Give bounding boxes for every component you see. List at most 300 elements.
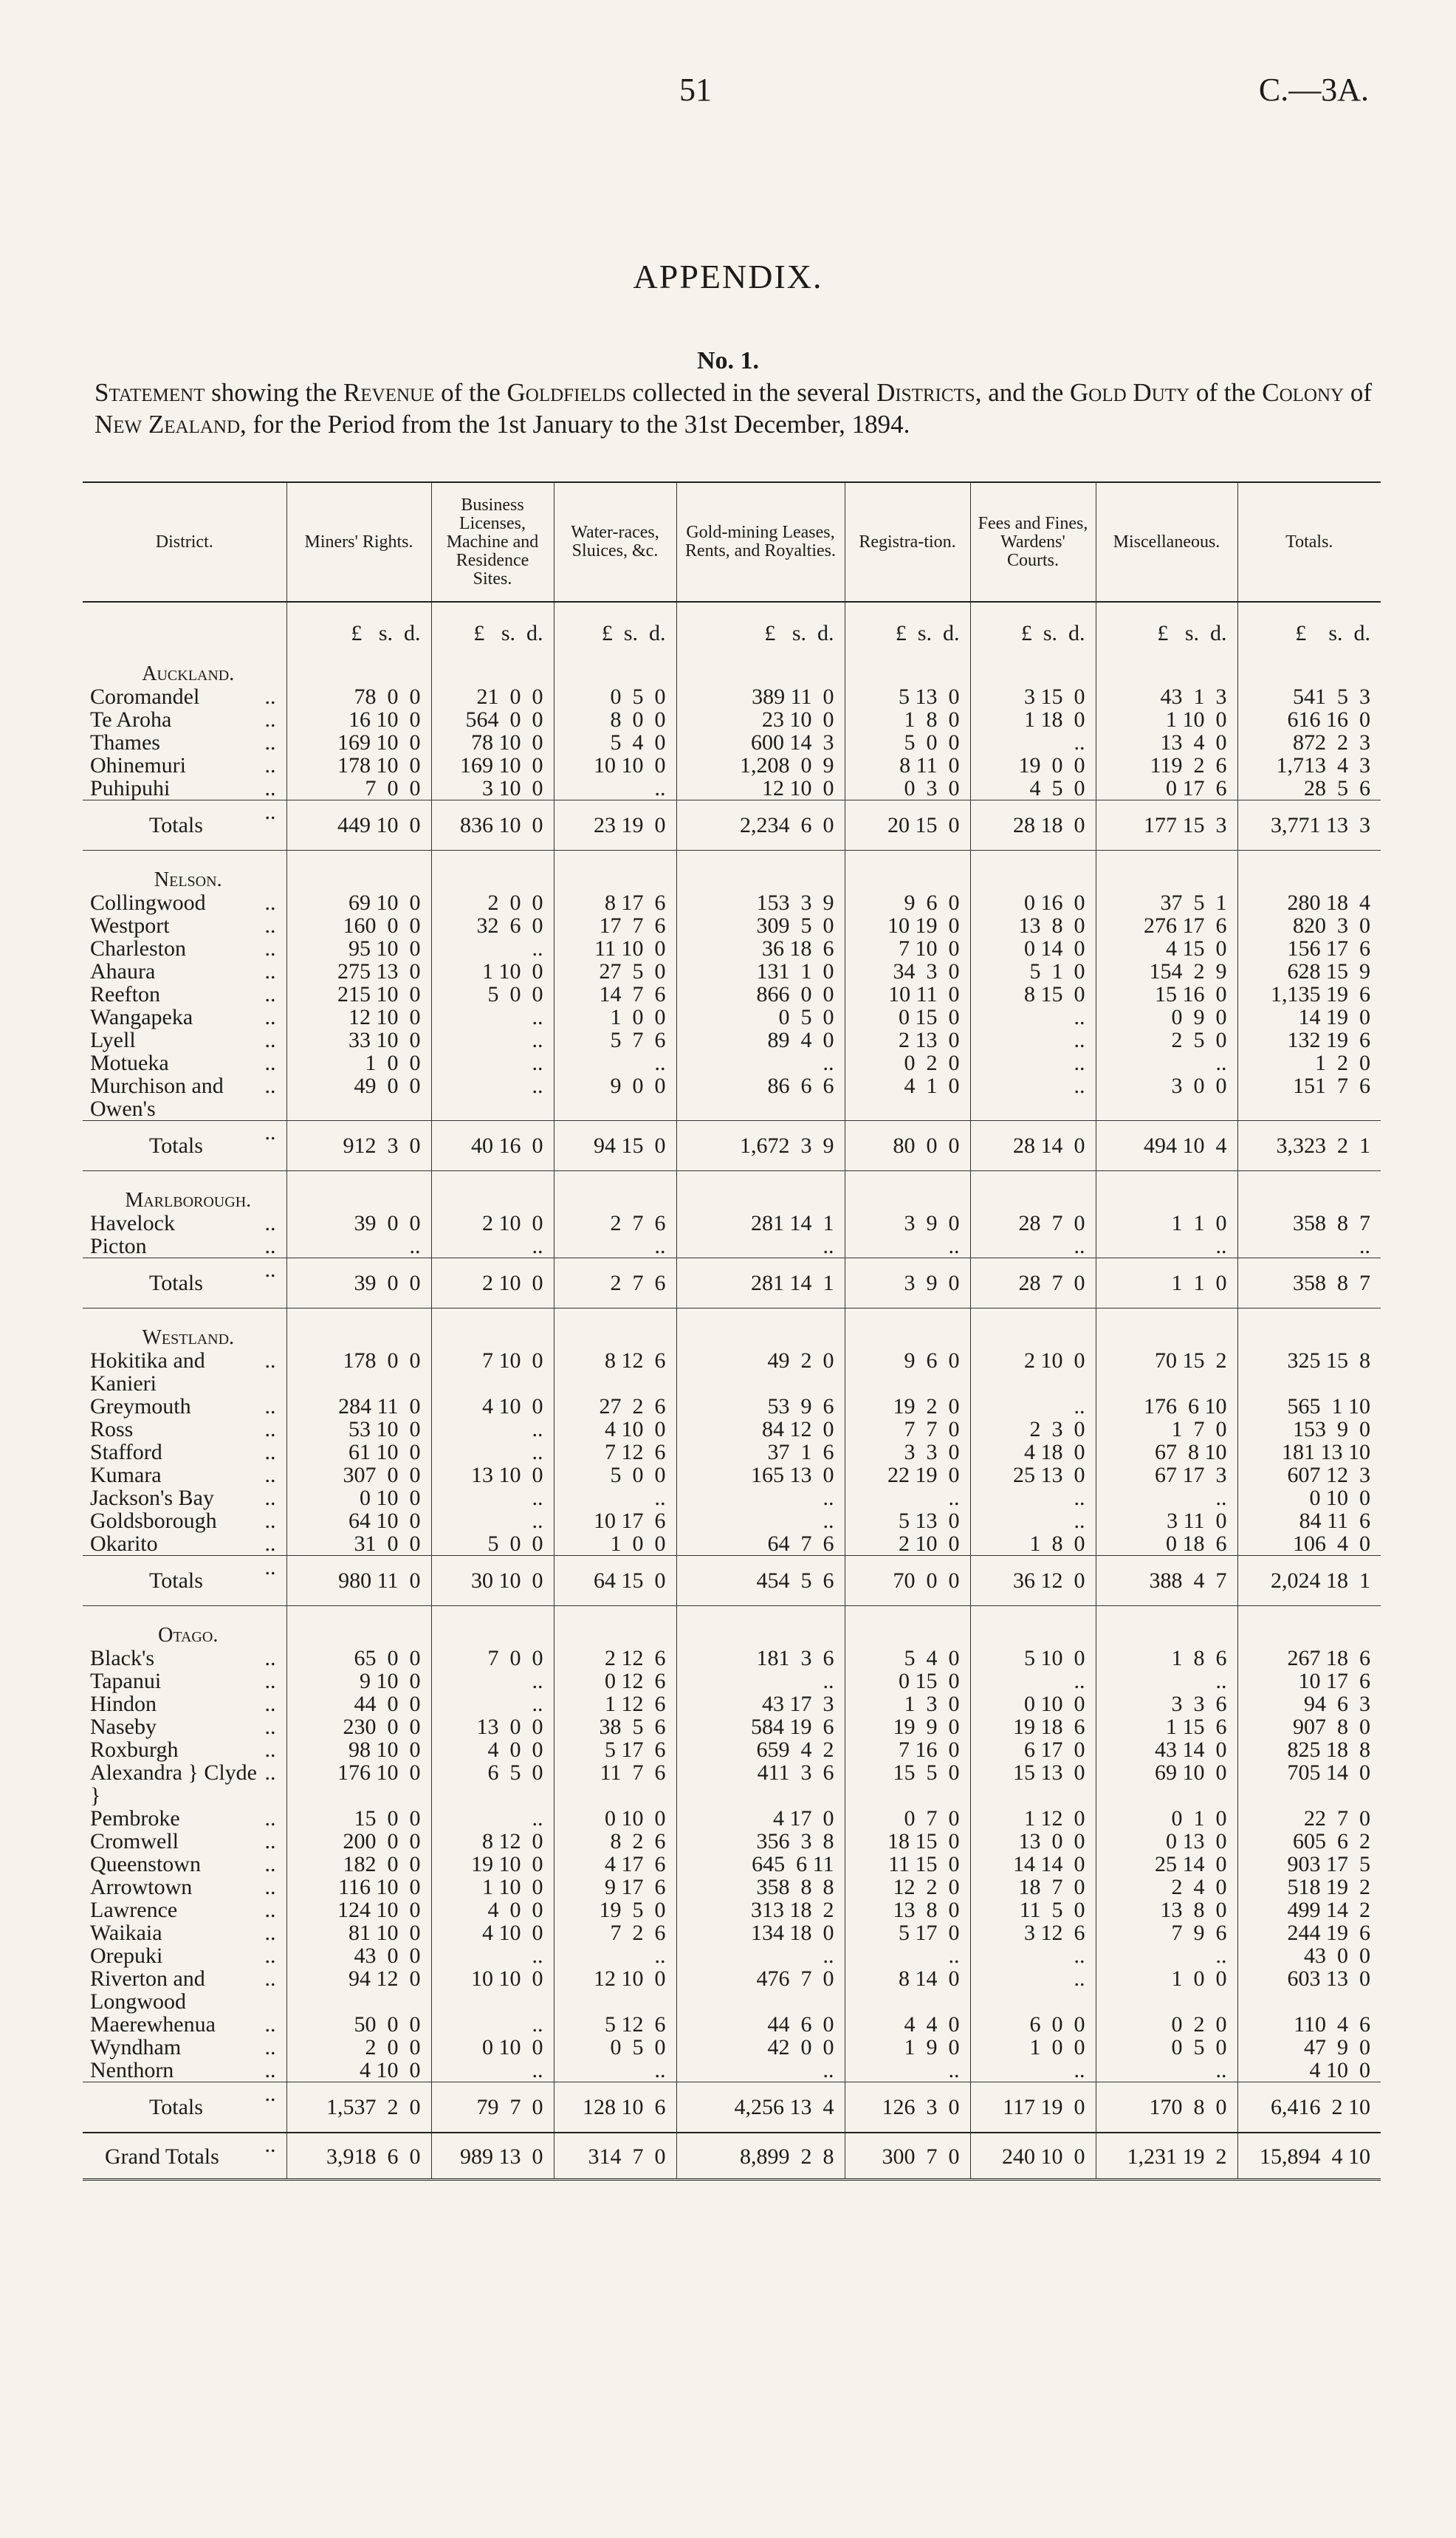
value-cell: .. <box>554 2059 676 2082</box>
empty-cell <box>286 1606 431 1647</box>
leader-dots: .. <box>264 2082 276 2106</box>
value-cell: 705 14 0 <box>1237 1761 1381 1807</box>
value-cell: 84 12 0 <box>676 1418 845 1441</box>
value-cell: 4 1 0 <box>845 1074 970 1121</box>
table-row <box>83 1670 1381 1692</box>
value-cell: 3 15 0 <box>970 685 1096 708</box>
value-cell: 1 3 0 <box>845 1692 970 1715</box>
value-cell: 5 0 0 <box>431 1532 554 1556</box>
empty-cell <box>676 1309 845 1350</box>
total-cell: 494 10 4 <box>1096 1121 1237 1171</box>
value-cell: 565 1 10 <box>1237 1395 1381 1418</box>
table-row <box>83 1853 1381 1876</box>
value-cell: 9 6 0 <box>845 891 970 914</box>
empty-cell <box>1096 1171 1237 1213</box>
value-cell: .. <box>970 731 1096 754</box>
value-cell: 116 10 0 <box>286 1876 431 1899</box>
value-cell: 200 0 0 <box>286 1830 431 1853</box>
district-name <box>83 2013 286 2036</box>
value-cell: 176 6 10 <box>1096 1395 1237 1418</box>
section-heading-row <box>83 1171 1381 1213</box>
value-cell: 53 9 6 <box>676 1395 845 1418</box>
table-row <box>83 1006 1381 1029</box>
unit-cell: £ s. d. <box>431 602 554 645</box>
leader-dots: .. <box>264 891 276 915</box>
value-cell: 110 4 6 <box>1237 2013 1381 2036</box>
district-label: Cromwell <box>90 1829 179 1853</box>
value-cell: 49 2 0 <box>676 1349 845 1395</box>
value-cell: 1 18 0 <box>970 708 1096 731</box>
value-cell: 12 10 0 <box>554 1967 676 2013</box>
value-cell: 67 8 10 <box>1096 1441 1237 1464</box>
district-name <box>83 960 286 983</box>
value-cell: 358 8 8 <box>676 1876 845 1899</box>
leader-dots: .. <box>264 1555 276 1580</box>
district-name <box>83 777 286 800</box>
district-label: Picton <box>90 1234 147 1258</box>
value-cell: 106 4 0 <box>1237 1532 1381 1556</box>
district-label: Wyndham <box>90 2035 182 2059</box>
value-cell: 11 10 0 <box>554 937 676 960</box>
district-label: Ahaura <box>90 959 156 984</box>
value-cell: 6 17 0 <box>970 1738 1096 1761</box>
value-cell: 2 10 0 <box>845 1532 970 1556</box>
table-row <box>83 1395 1381 1418</box>
value-cell: 8 12 0 <box>431 1830 554 1853</box>
value-cell: 14 7 6 <box>554 983 676 1006</box>
total-cell: 454 5 6 <box>676 1556 845 1606</box>
grand-total-cell: 989 13 0 <box>431 2133 554 2180</box>
leader-dots: .. <box>264 1852 276 1876</box>
grand-total-cell: 15,894 4 10 <box>1237 2133 1381 2180</box>
district-label: Lawrence <box>90 1898 178 1922</box>
empty-cell <box>676 851 845 892</box>
value-cell: .. <box>431 1486 554 1509</box>
value-cell: .. <box>970 1395 1096 1418</box>
table-row <box>83 1235 1381 1258</box>
value-cell: 903 17 5 <box>1237 1853 1381 1876</box>
empty-cell <box>286 645 431 685</box>
value-cell: 4 10 0 <box>554 1418 676 1441</box>
value-cell: 1 10 0 <box>1096 708 1237 731</box>
value-cell: .. <box>676 1670 845 1692</box>
value-cell: 22 19 0 <box>845 1464 970 1486</box>
units-label <box>83 602 286 645</box>
grand-total-cell: 8,899 2 8 <box>676 2133 845 2180</box>
leader-dots: .. <box>264 1806 276 1831</box>
value-cell: 19 18 6 <box>970 1715 1096 1738</box>
district-name <box>83 1738 286 1761</box>
value-cell: 2 0 0 <box>286 2036 431 2059</box>
total-cell: 79 7 0 <box>431 2082 554 2133</box>
value-cell: .. <box>676 1052 845 1074</box>
district-name <box>83 2036 286 2059</box>
empty-cell <box>676 1606 845 1647</box>
value-cell: 11 15 0 <box>845 1853 970 1876</box>
grand-total-cell: 1,231 19 2 <box>1096 2133 1237 2180</box>
value-cell: 78 0 0 <box>286 685 431 708</box>
value-cell: .. <box>845 2059 970 2082</box>
district-name <box>83 754 286 777</box>
district-label: Te Aroha <box>90 707 172 732</box>
value-cell: 275 13 0 <box>286 960 431 983</box>
value-cell: 43 14 0 <box>1096 1738 1237 1761</box>
totals-label <box>83 1258 286 1309</box>
table-row <box>83 1441 1381 1464</box>
district-label: Ross <box>90 1417 134 1441</box>
empty-cell <box>1237 1309 1381 1350</box>
value-cell: 5 13 0 <box>845 685 970 708</box>
value-cell: 2 4 0 <box>1096 1876 1237 1899</box>
value-cell: 0 10 0 <box>431 2036 554 2059</box>
total-cell: 40 16 0 <box>431 1121 554 1171</box>
value-cell: 0 15 0 <box>845 1670 970 1692</box>
value-cell: 0 10 0 <box>1237 1486 1381 1509</box>
value-cell: 10 17 6 <box>1237 1670 1381 1692</box>
value-cell: 0 9 0 <box>1096 1006 1237 1029</box>
value-cell: 165 13 0 <box>676 1464 845 1486</box>
district-name <box>83 1532 286 1556</box>
value-cell: .. <box>845 1235 970 1258</box>
district-label: Okarito <box>90 1532 158 1556</box>
district-name <box>83 983 286 1006</box>
value-cell: 7 16 0 <box>845 1738 970 1761</box>
district-name <box>83 1899 286 1921</box>
empty-cell <box>970 851 1096 892</box>
total-cell: 70 0 0 <box>845 1556 970 1606</box>
total-cell: 28 18 0 <box>970 800 1096 851</box>
total-cell: 23 19 0 <box>554 800 676 851</box>
table-row <box>83 1899 1381 1921</box>
value-cell: 49 0 0 <box>286 1074 431 1121</box>
value-cell: 1,135 19 6 <box>1237 983 1381 1006</box>
section-heading-row <box>83 1309 1381 1350</box>
table-row <box>83 777 1381 800</box>
value-cell: 584 19 6 <box>676 1715 845 1738</box>
leader-dots: .. <box>264 1234 276 1258</box>
table-row <box>83 983 1381 1006</box>
value-cell: 15 16 0 <box>1096 983 1237 1006</box>
value-cell: 2 3 0 <box>970 1418 1096 1441</box>
value-cell: 1 12 6 <box>554 1692 676 1715</box>
value-cell: 15 13 0 <box>970 1761 1096 1807</box>
value-cell: 628 15 9 <box>1237 960 1381 983</box>
value-cell: .. <box>676 1486 845 1509</box>
leader-dots: .. <box>264 1120 276 1145</box>
district-label: Stafford <box>90 1440 162 1464</box>
district-label: Collingwood <box>90 891 206 915</box>
value-cell: .. <box>286 1235 431 1258</box>
value-cell: .. <box>431 1006 554 1029</box>
total-cell: 2 10 0 <box>431 1258 554 1309</box>
value-cell: 411 3 6 <box>676 1761 845 1807</box>
total-cell: 4,256 13 4 <box>676 2082 845 2133</box>
value-cell: 12 2 0 <box>845 1876 970 1899</box>
value-cell: .. <box>431 1029 554 1052</box>
value-cell: 13 4 0 <box>1096 731 1237 754</box>
total-cell: 128 10 6 <box>554 2082 676 2133</box>
value-cell: 18 15 0 <box>845 1830 970 1853</box>
value-cell: 230 0 0 <box>286 1715 431 1738</box>
value-cell: 156 17 6 <box>1237 937 1381 960</box>
value-cell: .. <box>970 1486 1096 1509</box>
grand-total-cell: 240 10 0 <box>970 2133 1096 2180</box>
value-cell: 0 13 0 <box>1096 1830 1237 1853</box>
value-cell: .. <box>676 1235 845 1258</box>
totals-label <box>83 1556 286 1606</box>
value-cell: 645 6 11 <box>676 1853 845 1876</box>
empty-cell <box>1237 645 1381 685</box>
district-label: Motueka <box>90 1051 169 1075</box>
table-row <box>83 937 1381 960</box>
value-cell: .. <box>676 1509 845 1532</box>
district-name <box>83 937 286 960</box>
table-row <box>83 1486 1381 1509</box>
district-name <box>83 1212 286 1235</box>
unit-cell: £ s. d. <box>1237 602 1381 645</box>
district-name <box>83 1052 286 1074</box>
leader-dots: .. <box>264 2058 276 2082</box>
column-header-registration: Registra-tion. <box>845 482 970 602</box>
grand-total-cell: 314 7 0 <box>554 2133 676 2180</box>
value-cell: 1 0 0 <box>554 1532 676 1556</box>
value-cell: 18 7 0 <box>970 1876 1096 1899</box>
value-cell: 4 5 0 <box>970 777 1096 800</box>
district-label: Ohinemuri <box>90 753 186 778</box>
column-header-totals: Totals. <box>1237 482 1381 602</box>
value-cell: 89 4 0 <box>676 1029 845 1052</box>
value-cell: 0 5 0 <box>676 1006 845 1029</box>
value-cell: 43 0 0 <box>1237 1944 1381 1967</box>
value-cell: 19 9 0 <box>845 1715 970 1738</box>
value-cell: 2 7 6 <box>554 1212 676 1235</box>
value-cell: 1 8 0 <box>845 708 970 731</box>
district-name <box>83 1418 286 1441</box>
value-cell: 7 0 0 <box>431 1647 554 1670</box>
value-cell: .. <box>970 1944 1096 1967</box>
value-cell: 151 7 6 <box>1237 1074 1381 1121</box>
value-cell: 160 0 0 <box>286 914 431 937</box>
value-cell: 1 15 6 <box>1096 1715 1237 1738</box>
value-cell: 267 18 6 <box>1237 1647 1381 1670</box>
leader-dots: .. <box>264 1211 276 1235</box>
value-cell: 0 12 6 <box>554 1670 676 1692</box>
section-heading: Westland. <box>142 1326 235 1349</box>
value-cell: 53 10 0 <box>286 1418 431 1441</box>
value-cell: 5 17 0 <box>845 1921 970 1944</box>
empty-cell <box>554 1309 676 1350</box>
value-cell: 16 10 0 <box>286 708 431 731</box>
value-cell: 607 12 3 <box>1237 1464 1381 1486</box>
value-cell: .. <box>970 1670 1096 1692</box>
district-label: Alexandra } Clyde } <box>90 1760 257 1808</box>
value-cell: 7 7 0 <box>845 1418 970 1441</box>
district-name <box>83 708 286 731</box>
leader-dots: .. <box>264 707 276 732</box>
value-cell: 7 12 6 <box>554 1441 676 1464</box>
empty-cell <box>970 645 1096 685</box>
value-cell: 0 3 0 <box>845 777 970 800</box>
table-row <box>83 754 1381 777</box>
value-cell: 5 12 6 <box>554 2013 676 2036</box>
value-cell: .. <box>845 1486 970 1509</box>
value-cell: 98 10 0 <box>286 1738 431 1761</box>
column-header-district: District. <box>155 532 213 552</box>
total-cell: 30 10 0 <box>431 1556 554 1606</box>
table-row <box>83 1029 1381 1052</box>
value-cell: .. <box>970 1509 1096 1532</box>
value-cell: 3 3 0 <box>845 1441 970 1464</box>
value-cell: 4 10 0 <box>431 1395 554 1418</box>
empty-cell <box>286 851 431 892</box>
empty-cell <box>554 645 676 685</box>
value-cell: 178 0 0 <box>286 1349 431 1395</box>
district-label: Orepuki <box>90 1944 163 1968</box>
value-cell: 61 10 0 <box>286 1441 431 1464</box>
total-cell: 836 10 0 <box>431 800 554 851</box>
caption-word: Revenue <box>343 378 435 407</box>
district-name <box>83 1074 286 1121</box>
value-cell: 132 19 6 <box>1237 1029 1381 1052</box>
value-cell: 358 8 7 <box>1237 1212 1381 1235</box>
value-cell: 603 13 0 <box>1237 1967 1381 2013</box>
value-cell: 13 8 0 <box>1096 1899 1237 1921</box>
caption-word: Districts <box>876 378 975 407</box>
table-row <box>83 1692 1381 1715</box>
totals-label <box>83 2082 286 2133</box>
value-cell: 276 17 6 <box>1096 914 1237 937</box>
unit-cell: £ s. d. <box>554 602 676 645</box>
district-label: Reefton <box>90 982 160 1006</box>
value-cell: 7 9 6 <box>1096 1921 1237 1944</box>
value-cell: 70 15 2 <box>1096 1349 1237 1395</box>
table-row <box>83 1738 1381 1761</box>
empty-cell <box>1237 851 1381 892</box>
value-cell: 7 10 0 <box>431 1349 554 1395</box>
value-cell: 10 17 6 <box>554 1509 676 1532</box>
district-label: Maerewhenua <box>90 2012 216 2037</box>
empty-cell <box>845 851 970 892</box>
grand-total-cell: 300 7 0 <box>845 2133 970 2180</box>
value-cell: 8 14 0 <box>845 1967 970 2013</box>
total-cell: 170 8 0 <box>1096 2082 1237 2133</box>
revenue-table <box>83 481 1381 2181</box>
value-cell: 39 0 0 <box>286 1212 431 1235</box>
empty-cell <box>970 1606 1096 1647</box>
total-cell: 980 11 0 <box>286 1556 431 1606</box>
table-row <box>83 891 1381 914</box>
value-cell: .. <box>431 2013 554 2036</box>
value-cell: 1 10 0 <box>431 1876 554 1899</box>
value-cell: 215 10 0 <box>286 983 431 1006</box>
totals-text: Totals <box>149 2095 203 2119</box>
value-cell: 50 0 0 <box>286 2013 431 2036</box>
value-cell: 169 10 0 <box>286 731 431 754</box>
value-cell: 5 13 0 <box>845 1509 970 1532</box>
value-cell: 0 1 0 <box>1096 1807 1237 1830</box>
value-cell: 8 11 0 <box>845 754 970 777</box>
leader-dots: .. <box>264 685 276 709</box>
district-name <box>83 731 286 754</box>
district-label: Havelock <box>90 1211 175 1235</box>
district-label: Goldsborough <box>90 1509 217 1533</box>
value-cell: 2 13 0 <box>845 1029 970 1052</box>
empty-cell <box>554 851 676 892</box>
value-cell: 6 0 0 <box>970 2013 1096 2036</box>
totals-label <box>83 800 286 851</box>
value-cell: .. <box>554 1052 676 1074</box>
table-row <box>83 708 1381 731</box>
leader-dots: .. <box>264 1921 276 1945</box>
totals-text: Totals <box>149 1568 203 1593</box>
empty-cell <box>1096 1309 1237 1350</box>
value-cell: .. <box>970 1967 1096 2013</box>
value-cell: 9 17 6 <box>554 1876 676 1899</box>
value-cell: .. <box>431 1235 554 1258</box>
leader-dots: .. <box>264 1875 276 1899</box>
district-label: Riverton and Longwood <box>90 1966 205 2014</box>
table-row <box>83 1921 1381 1944</box>
value-cell: 280 18 4 <box>1237 891 1381 914</box>
value-cell: 0 16 0 <box>970 891 1096 914</box>
value-cell: 22 7 0 <box>1237 1807 1381 1830</box>
value-cell: 1 0 0 <box>286 1052 431 1074</box>
value-cell: 134 18 0 <box>676 1921 845 1944</box>
empty-cell <box>286 1309 431 1350</box>
value-cell: 10 10 0 <box>554 754 676 777</box>
caption-text: , and the <box>975 378 1071 407</box>
leader-dots: .. <box>264 1738 276 1762</box>
table-header-row <box>83 482 1381 602</box>
value-cell: 4 0 0 <box>431 1738 554 1761</box>
value-cell: 659 4 2 <box>676 1738 845 1761</box>
value-cell: .. <box>431 1807 554 1830</box>
value-cell: 69 10 0 <box>1096 1761 1237 1807</box>
district-label: Roxburgh <box>90 1738 179 1762</box>
value-cell: 64 7 6 <box>676 1532 845 1556</box>
value-cell: 1 0 0 <box>970 2036 1096 2059</box>
district-name <box>83 1944 286 1967</box>
unit-cell: £ s. d. <box>1096 602 1237 645</box>
value-cell: 8 15 0 <box>970 983 1096 1006</box>
column-header-miscellaneous: Miscellaneous. <box>1096 482 1237 602</box>
value-cell: 169 10 0 <box>431 754 554 777</box>
value-cell: 178 10 0 <box>286 754 431 777</box>
total-cell: 1,537 2 0 <box>286 2082 431 2133</box>
value-cell: 10 10 0 <box>431 1967 554 2013</box>
district-label: Puhipuhi <box>90 776 171 800</box>
district-label: Black's <box>90 1646 155 1670</box>
value-cell: 119 2 6 <box>1096 754 1237 777</box>
value-cell: 8 12 6 <box>554 1349 676 1395</box>
district-name <box>83 1486 286 1509</box>
table-row <box>83 1212 1381 1235</box>
value-cell: 1 12 0 <box>970 1807 1096 1830</box>
caption-word: Colony <box>1262 378 1345 407</box>
district-name <box>83 1967 286 2013</box>
total-cell: 1,672 3 9 <box>676 1121 845 1171</box>
table-body <box>83 602 1381 2180</box>
district-label: Kumara <box>90 1463 162 1487</box>
caption-word: Statement <box>95 378 205 407</box>
empty-cell <box>1096 851 1237 892</box>
value-cell: 10 11 0 <box>845 983 970 1006</box>
grand-totals-label <box>83 2133 286 2180</box>
grand-total-row <box>83 2133 1381 2180</box>
value-cell: 244 19 6 <box>1237 1921 1381 1944</box>
value-cell: 389 11 0 <box>676 685 845 708</box>
value-cell: 6 5 0 <box>431 1761 554 1807</box>
